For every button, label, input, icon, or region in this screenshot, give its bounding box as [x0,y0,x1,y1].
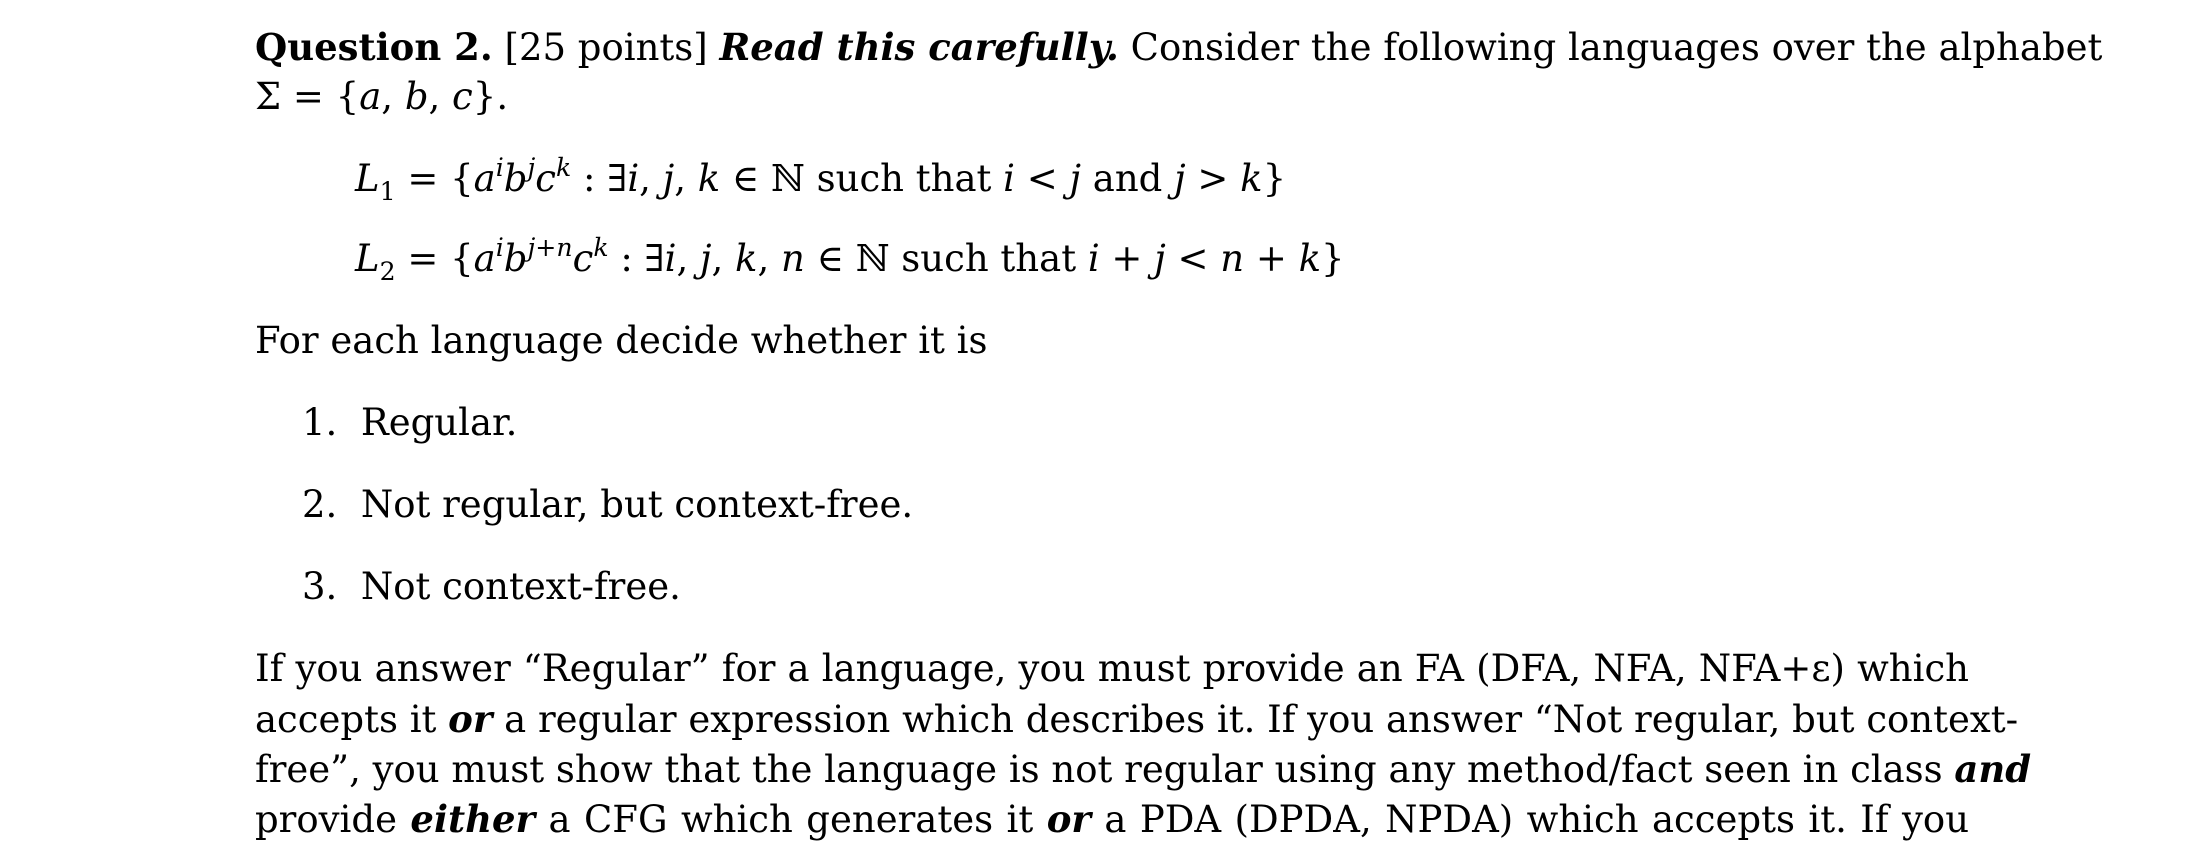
language-l1-formula: $L_1 = \{a^ib^jc^k$ : ∃i, j, k ∈ ℕ such that i < j and j > k} [355,152,1287,206]
instructions-or-emphasis: or [448,697,493,741]
instructions-line-4-c: a PDA (DPDA, NPDA) which accepts it. If you [1104,798,1970,841]
question-header-line [255,22,2103,73]
instructions-line-1-text: If you answer “Regular” for a language, you must provide an FA (DFA, NFA, NFA+ε) which [255,647,1969,690]
option-1 [302,398,517,448]
option-3-number: 3. [302,565,338,608]
instructions-or-emphasis-2: or [1046,797,1091,841]
instructions-line-1 [255,644,1969,694]
instructions-line-3-a: free”, you must show that the language is not regular using any method/fact seen in class [255,748,1943,791]
question-heading: Question 2. [255,25,493,69]
question-points: [25 points] [504,26,708,69]
instructions-and-emphasis: and [1954,747,2032,791]
instructions-line-4-a: provide [255,798,397,841]
instructions-line-4-b: a CFG which generates it [548,798,1034,841]
option-1-number: 1. [302,401,338,444]
instructions-either-emphasis: either [410,797,536,841]
question-intro: Consider the following languages over the alphabet [1130,26,2103,69]
instructions-line-2 [255,694,2019,745]
language-l1 [355,154,1286,204]
decide-text: For each language decide whether it is [255,319,988,362]
alphabet-definition: Σ = {a, b, c}. [255,75,509,118]
question-emphasis: Read this carefully. [719,25,1119,69]
option-2-number: 2. [302,483,338,526]
instructions-line-2-a: accepts it [255,698,437,741]
language-l2 [355,234,1345,284]
instructions-line-3 [255,744,2032,795]
alphabet-line [255,72,508,122]
option-1-text: Regular. [360,401,518,444]
option-3-text: Not context-free. [360,565,681,608]
option-3 [302,562,681,612]
language-l2-formula: $L_2 = \{a^ib^{j+n}c^k$ : ∃i, j, k, n ∈ ℕ such that i + j < n + k} [355,232,1345,286]
instructions-line-4 [255,794,1969,845]
instructions-line-2-b: a regular expression which describes it. If you answer “Not regular, but context- [504,698,2019,741]
option-2-text: Not regular, but context-free. [360,483,914,526]
option-2 [302,480,913,530]
